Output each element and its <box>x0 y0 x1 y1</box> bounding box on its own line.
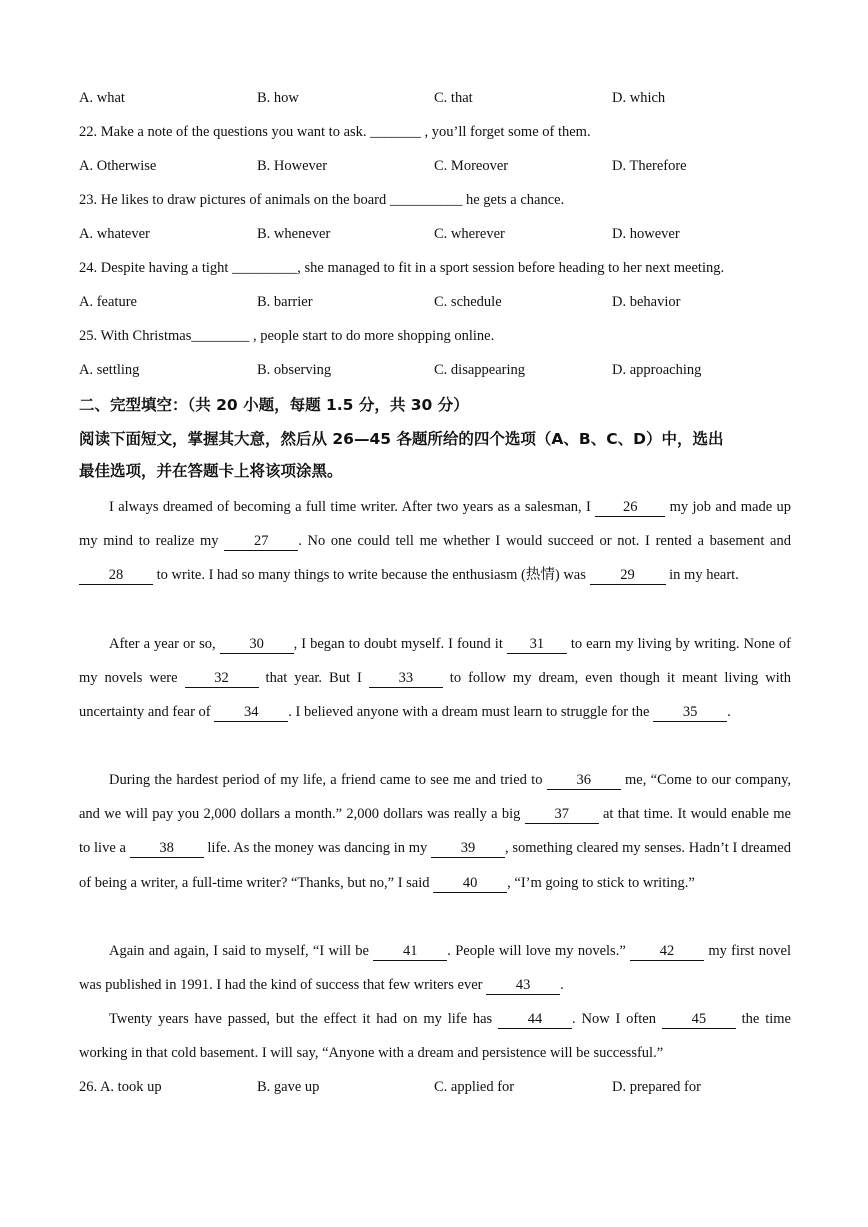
q22-options <box>79 156 799 176</box>
q23-option-c: C. wherever <box>434 226 505 242</box>
blank-31: 31 <box>507 636 567 654</box>
q26-option-b: B. gave up <box>257 1079 320 1095</box>
p2-text-6: . I believed anyone with a dream must learn to struggle for the <box>288 704 654 721</box>
q25-text-pre: 25. With Christmas <box>79 328 192 344</box>
q23-options <box>79 224 799 244</box>
q24-option-d: D. behavior <box>612 294 681 310</box>
q23-stem <box>79 190 564 210</box>
q24-text-post: , she managed to fit in a sport session before heading to her next meeting. <box>297 260 725 276</box>
q23-text-post: he gets a chance. <box>466 192 565 208</box>
p1-text-4: to write. I had so many things to write because the enthusiasm (热情) was <box>153 567 590 584</box>
blank-33: 33 <box>369 670 443 688</box>
q23-option-a: A. whatever <box>79 226 150 242</box>
q26-options <box>79 1077 799 1097</box>
p5-text-2: . Now I often <box>572 1011 662 1027</box>
p2-text-5: to follow my dream, even though it meant living with uncertainty and fear of <box>79 670 792 721</box>
q23-text-pre: 23. He likes to draw pictures of animals on the board <box>79 192 387 208</box>
p2-text-7: . <box>727 704 731 721</box>
q21-option-b: B. how <box>257 90 299 106</box>
q22-stem <box>79 122 591 142</box>
p1-text-1: I always dreamed of becoming a full time writer. After two years as a salesman, I <box>109 499 596 515</box>
q25-blank: ________ <box>191 328 250 344</box>
q24-option-a: A. feature <box>79 294 137 310</box>
q25-option-b: B. observing <box>257 362 332 378</box>
q21-option-c: C. that <box>434 90 473 106</box>
section-instructions-line2: 最佳选项，并在答题卡上将该项涂黑。 <box>79 462 343 480</box>
blank-42: 42 <box>630 943 704 961</box>
blank-35: 35 <box>653 704 727 722</box>
p1-text-2: my job and made up my mind to realize my <box>79 499 791 550</box>
q22-text-pre: 22. Make a note of the questions you want to ask. <box>79 124 367 140</box>
blank-36: 36 <box>547 772 621 790</box>
blank-26: 26 <box>595 499 665 517</box>
blank-44: 44 <box>498 1011 572 1029</box>
q24-options <box>79 292 799 312</box>
q24-blank: _________ <box>232 260 298 276</box>
q25-option-d: D. approaching <box>612 362 702 378</box>
q26-option-c: C. applied for <box>434 1079 515 1095</box>
passage-paragraph-1 <box>79 490 791 593</box>
blank-28: 28 <box>79 567 153 585</box>
q26-option-d: D. prepared for <box>612 1079 701 1095</box>
passage-paragraph-4 <box>79 934 791 1002</box>
section-instructions-line1: 阅读下面短文，掌握其大意，然后从 26—45 各题所给的四个选项（A、B、C、D）中，选出 <box>79 430 724 448</box>
q21-option-a: A. what <box>79 90 125 106</box>
blank-38: 38 <box>130 840 204 858</box>
q22-option-d: D. Therefore <box>612 158 687 174</box>
q24-option-b: B. barrier <box>257 294 313 310</box>
p3-text-4: life. As the money was dancing in my <box>203 840 431 857</box>
blank-40: 40 <box>433 875 507 893</box>
q23-option-d: D. however <box>612 226 680 242</box>
passage-paragraph-3 <box>79 763 791 900</box>
section-title: 二、完型填空：（共 20 小题，每题 1.5 分，共 30 分） <box>79 396 469 414</box>
p2-text-1: After a year or so, <box>109 636 220 652</box>
q25-option-c: C. disappearing <box>434 362 526 378</box>
blank-45: 45 <box>662 1011 736 1029</box>
p1-text-3: . No one could tell me whether I would succeed or not. I rented a basement and <box>298 533 791 550</box>
q22-option-a: A. Otherwise <box>79 158 157 174</box>
p3-text-3: at that time. It would enable me to live a <box>79 806 791 857</box>
q22-text-post: , you’ll forget some of them. <box>424 124 591 140</box>
blank-30: 30 <box>220 636 294 654</box>
q24-text-pre: 24. Despite having a tight <box>79 260 229 276</box>
p1-text-5: in my heart. <box>665 567 739 584</box>
blank-39: 39 <box>431 840 505 858</box>
blank-37: 37 <box>525 806 599 824</box>
p4-text-4: . <box>560 977 564 994</box>
p3-text-2: me, “Come to our company, and we will pay you 2,000 dollars a month.” 2,000 dollars was really a big <box>79 772 791 823</box>
q22-blank: _______ <box>370 124 421 140</box>
p2-text-4: that year. But I <box>258 670 369 687</box>
blank-32: 32 <box>185 670 259 688</box>
blank-41: 41 <box>373 943 447 961</box>
blank-34: 34 <box>214 704 288 722</box>
q22-option-c: C. Moreover <box>434 158 509 174</box>
q25-stem <box>79 326 494 346</box>
q24-stem <box>79 258 724 278</box>
p3-text-5: , something cleared my senses. Hadn’t I dreamed of being a writer, a full-time writer? “Thanks, but no,” I said <box>79 840 791 891</box>
passage-paragraph-2 <box>79 627 791 730</box>
p4-text-2: . People will love my novels.” <box>447 943 631 959</box>
q21-option-d: D. which <box>612 90 666 106</box>
blank-43: 43 <box>486 977 560 995</box>
p4-text-1: Again and again, I said to myself, “I will be <box>109 943 374 959</box>
q24-option-c: C. schedule <box>434 294 502 310</box>
q22-option-b: B. However <box>257 158 328 174</box>
p5-text-1: Twenty years have passed, but the effect it had on my life has <box>109 1011 499 1027</box>
blank-27: 27 <box>224 533 298 551</box>
p3-text-6: , “I’m going to stick to writing.” <box>507 874 695 891</box>
passage-paragraph-5 <box>79 1002 791 1070</box>
q21-options <box>79 88 799 108</box>
p4-text-3: my first novel was published in 1991. I had the kind of success that few writers ever <box>79 943 791 994</box>
q26-option-a: 26. A. took up <box>79 1079 162 1095</box>
blank-29: 29 <box>590 567 666 585</box>
q25-options <box>79 360 799 380</box>
q25-option-a: A. settling <box>79 362 140 378</box>
q23-option-b: B. whenever <box>257 226 331 242</box>
p5-text-3: the time working in that cold basement. I will say, “Anyone with a dream and persistence will be successful.” <box>79 1011 791 1062</box>
q23-blank: __________ <box>389 192 463 208</box>
p3-text-1: During the hardest period of my life, a friend came to see me and tried to <box>109 772 547 788</box>
p2-text-2: , I began to doubt myself. I found it <box>293 636 507 652</box>
q25-text-post: , people start to do more shopping online. <box>252 328 495 344</box>
p2-text-3: to earn my living by writing. None of my novels were <box>79 636 792 687</box>
